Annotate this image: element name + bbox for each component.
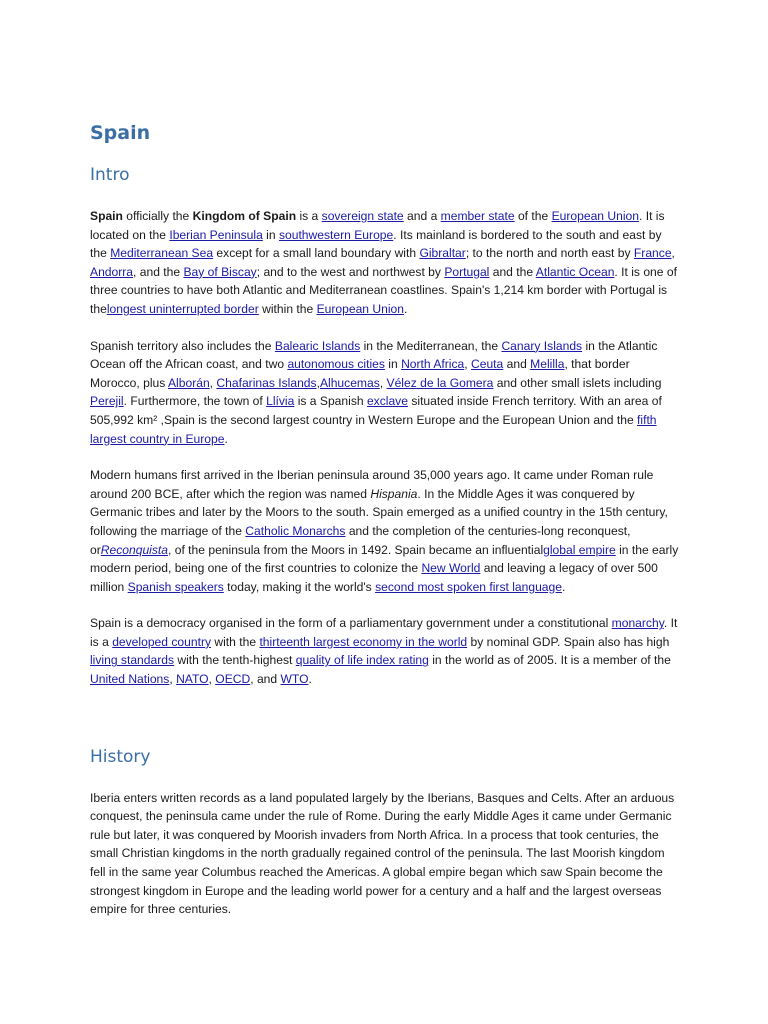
- link-atlantic-ocean[interactable]: Atlantic Ocean: [535, 264, 615, 279]
- text-run: .: [224, 431, 228, 446]
- text-run: and a: [403, 209, 441, 223]
- intro-paragraph-1: [90, 207, 680, 319]
- text-run: ,: [169, 672, 177, 687]
- link-quality-of-life-index-rating[interactable]: quality of life index rating: [295, 653, 429, 668]
- text-run: of the: [514, 209, 552, 223]
- link-european-union[interactable]: European Union: [551, 209, 639, 223]
- text-run: with the: [211, 634, 260, 649]
- text-run: ,: [209, 375, 217, 390]
- link-autonomous-cities[interactable]: autonomous cities: [287, 357, 385, 372]
- link-new-world[interactable]: New World: [421, 561, 481, 576]
- link-european-union[interactable]: European Union: [316, 301, 404, 316]
- text-run: situated inside French territory. With an area of 505,992 km² ,Spain is the second largest country in Western Europe and the European Union and the: [90, 394, 662, 427]
- link-lli-via[interactable]: Llívia: [266, 394, 295, 409]
- text-run: ,: [379, 375, 387, 390]
- link-perejil[interactable]: Perejil: [90, 394, 124, 409]
- link-nato[interactable]: NATO: [176, 672, 209, 687]
- link-mediterranean-sea[interactable]: Mediterranean Sea: [110, 246, 214, 261]
- intro-paragraph-4: [90, 614, 680, 688]
- link-fifth-largest-country-in-europe[interactable]: fifth largest country in Europe: [90, 412, 657, 446]
- text-run: officially the: [122, 209, 193, 223]
- article-body: [90, 118, 680, 937]
- text-run: with the tenth-highest: [174, 653, 296, 668]
- link-canary-islands[interactable]: Canary Islands: [501, 338, 583, 353]
- link-portugal[interactable]: Portugal: [444, 264, 490, 279]
- link-melilla[interactable]: Melilla: [530, 357, 565, 372]
- link-ve-lez-de-la-gomera[interactable]: Vélez de la Gomera: [386, 375, 494, 390]
- history-paragraph-1: [90, 789, 680, 919]
- link-bay-of-biscay[interactable]: Bay of Biscay: [183, 264, 257, 279]
- section-heading-history: History: [90, 746, 151, 767]
- text-run: ,: [464, 357, 471, 372]
- text-run: and the completion of the centuries-long reconquest, or: [90, 523, 631, 557]
- text-run: , that border Morocco, plus: [90, 357, 630, 390]
- link-gibraltar[interactable]: Gibraltar: [419, 246, 466, 261]
- link-oecd[interactable]: OECD: [215, 672, 251, 687]
- text-run: , and: [250, 672, 281, 687]
- bold-term: Spain: [90, 209, 123, 223]
- link-united-nations[interactable]: United Nations: [90, 672, 170, 687]
- text-run: in the world as of 2005. It is a member of the: [428, 653, 671, 668]
- link-longest-uninterrupted-border[interactable]: longest uninterrupted border: [106, 301, 259, 316]
- text-run: Modern humans first arrived in the Iberian peninsula around 35,000 years ago. It came under Roman rule around 200 BCE, after which the region was named: [90, 468, 654, 501]
- link-albora-n[interactable]: Alborán: [167, 375, 210, 390]
- text-run: Spanish territory also includes the: [90, 338, 275, 353]
- link-wto[interactable]: WTO: [280, 672, 309, 687]
- text-run: ,: [208, 672, 216, 687]
- link-thirteenth-largest-economy-in-the-world[interactable]: thirteenth largest economy in the world: [259, 634, 468, 649]
- link-monarchy[interactable]: monarchy: [611, 616, 664, 631]
- link-spanish-speakers[interactable]: Spanish speakers: [127, 579, 224, 594]
- link-balearic-islands[interactable]: Balearic Islands: [274, 338, 361, 353]
- text-run: in the early modern period, being one of the first countries to colonize the: [90, 542, 679, 576]
- text-run: ; to the north and north east by: [465, 246, 634, 261]
- link-reconquista[interactable]: Reconquista: [100, 542, 168, 557]
- text-run: in: [262, 227, 279, 242]
- text-run: , of the peninsula from the Moors in 1492. Spain became an influential: [168, 542, 544, 557]
- link-exclave[interactable]: exclave: [366, 394, 408, 409]
- text-run: in the Atlantic Ocean off the African coast, and two: [90, 338, 658, 372]
- section-heading-intro: Intro: [90, 165, 130, 185]
- text-run: ,: [671, 246, 675, 261]
- text-run: is a Spanish: [294, 394, 367, 409]
- link-france[interactable]: France: [633, 246, 672, 261]
- link-north-africa[interactable]: North Africa: [401, 357, 465, 372]
- italic-term: Hispania: [370, 486, 418, 501]
- text-run: . It is located on the: [90, 209, 665, 242]
- section-spacer: [90, 707, 680, 743]
- text-run: except for a small land boundary with: [213, 246, 420, 261]
- link-living-standards[interactable]: living standards: [90, 653, 175, 668]
- text-run: ; and to the west and northwest by: [256, 264, 445, 279]
- link-member-state[interactable]: member state: [440, 209, 515, 223]
- intro-paragraph-3: [90, 466, 680, 596]
- text-run: . It is a: [90, 616, 678, 649]
- text-run: . Its mainland is bordered to the south and east by the: [90, 227, 662, 261]
- link-second-most-spoken-first-language[interactable]: second most spoken first language: [375, 579, 562, 594]
- text-run: . In the Middle Ages it was conquered by Germanic tribes and later by the Moors to the south. Spain emerged as a unified country in the 15th century, following the marriage of the: [90, 486, 668, 538]
- text-run: by nominal GDP. Spain also has high: [467, 634, 670, 649]
- link-iberian-peninsula[interactable]: Iberian Peninsula: [169, 227, 263, 242]
- link-catholic-monarchs[interactable]: Catholic Monarchs: [245, 523, 346, 538]
- intro-paragraph-2: [90, 337, 680, 449]
- text-run: in: [384, 357, 402, 372]
- link-ceuta[interactable]: Ceuta: [470, 357, 504, 372]
- text-run: . Furthermore, the town of: [123, 394, 267, 409]
- text-run: Spain is a democracy organised in the form of a parliamentary government under a constitutional: [90, 616, 612, 631]
- text-run: and other small islets including: [493, 375, 662, 390]
- text-run: in the Mediterranean, the: [360, 338, 502, 353]
- text-run: today, making it the world's: [223, 579, 376, 594]
- text-run: within the: [258, 301, 317, 316]
- link-chafarinas-islands[interactable]: Chafarinas Islands: [216, 375, 317, 390]
- text-run: Iberia enters written records as a land populated largely by the Iberians, Basques and Celts. After an arduous conquest, the peninsula came under the rule of Rome. During the early Middle Ages it came under Germanic rule but later, it was conquered by Moorish invaders from North Africa. In a process that took centuries, the small Christian kingdoms in the north gradually regained control of the peninsula. The last Moorish kingdom fell in the same year Columbus reached the Americas. A global empire began which saw Spain become the strongest kingdom in Europe and the leading world power for a century and a half and the largest overseas empire for three centuries.: [90, 790, 675, 917]
- link-global-empire[interactable]: global empire: [543, 542, 616, 557]
- text-run: .: [562, 579, 566, 594]
- text-run: and leaving a legacy of over 500 million: [90, 561, 658, 594]
- text-run: ,: [316, 375, 320, 390]
- link-alhucemas[interactable]: Alhucemas: [319, 375, 380, 390]
- link-sovereign-state[interactable]: sovereign state: [321, 209, 404, 223]
- text-run: , and the: [133, 264, 184, 279]
- page-title: Spain: [90, 122, 151, 144]
- text-run: and: [503, 357, 531, 372]
- link-andorra[interactable]: Andorra: [90, 264, 134, 279]
- text-run: and the: [489, 264, 536, 279]
- text-run: . It is one of three countries to have both Atlantic and Mediterranean coastlines. Spain's 1,214 km border with Portugal is the: [90, 264, 677, 316]
- link-developed-country[interactable]: developed country: [112, 634, 212, 649]
- text-run: is a: [296, 209, 322, 223]
- text-run: .: [308, 672, 312, 687]
- link-southwestern-europe[interactable]: southwestern Europe: [278, 227, 394, 242]
- bold-term: Kingdom of Spain: [192, 209, 297, 223]
- text-run: .: [404, 301, 408, 316]
